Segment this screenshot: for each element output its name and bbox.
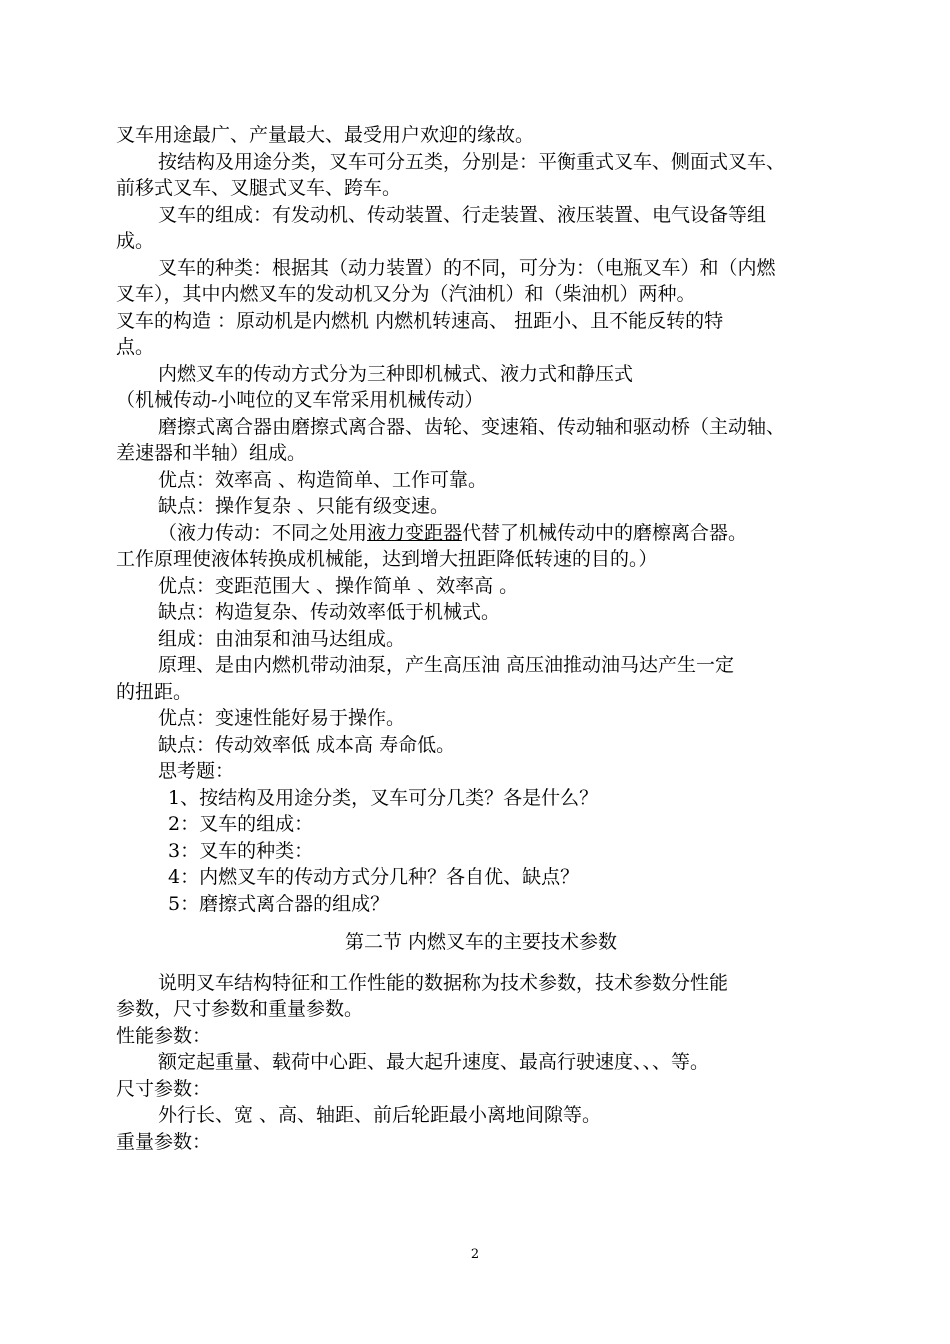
paragraph-line: 原理、是由内燃机带动油泵，产生高压油 高压油推动油马达产生一定 xyxy=(158,654,735,676)
paragraph-line: 的扭距。 xyxy=(116,680,193,703)
subheading: 尺寸参数： xyxy=(116,1077,212,1100)
paragraph-line: 缺点：构造复杂、传动效率低于机械式。 xyxy=(158,601,501,623)
paragraph-line: 优点：变速性能好易于操作。 xyxy=(158,707,406,729)
text-run: （液力传动：不同之处用 xyxy=(158,521,368,544)
paragraph-line: 外行长、宽 、高、轴距、前后轮距最小离地间隙等。 xyxy=(158,1104,602,1126)
question-item: 4：内燃叉车的传动方式分几种？各自优、缺点？ xyxy=(168,866,580,888)
question-item: 5：磨擦式离合器的组成？ xyxy=(168,892,390,915)
paragraph-line: 成。 xyxy=(116,230,155,252)
paragraph-line: 点。 xyxy=(116,336,155,358)
paragraph-line xyxy=(116,520,846,547)
paragraph-line: 优点：效率高 、构造简单、工作可靠。 xyxy=(158,468,488,491)
paragraph-line: 差速器和半轴）组成。 xyxy=(116,442,307,464)
paragraph-line: （机械传动-小吨位的叉车常采用机械传动） xyxy=(116,389,484,411)
paragraph-line: 叉车的种类：根据其（动力装置）的不同，可分为：（电瓶叉车）和（内燃 xyxy=(158,256,776,279)
question-item: 1、按结构及用途分类，叉车可分几类？各是什么？ xyxy=(168,786,599,809)
paragraph-line: 优点：变距范围大 、操作简单 、效率高 。 xyxy=(158,574,519,597)
paragraph-line: 参数，尺寸参数和重量参数。 xyxy=(116,998,364,1020)
paragraph-line: 叉车用途最广、产量最大、最受用户欢迎的缘故。 xyxy=(116,124,535,146)
paragraph-line: 缺点：传动效率低 成本高 寿命低。 xyxy=(158,733,456,756)
paragraph-line: 叉车的组成：有发动机、传动装置、行走装置、液压装置、电气设备等组 xyxy=(158,203,767,226)
paragraph-line: 额定起重量、载荷中心距、最大起升速度、最高行驶速度、、、等。 xyxy=(158,1051,710,1073)
page-number: 2 xyxy=(470,1247,480,1262)
section-title: 第二节 内燃叉车的主要技术参数 xyxy=(344,931,618,953)
paragraph-line: 叉车的构造 ：原动机是内燃机 内燃机转速高、 扭距小、且不能反转的特 xyxy=(116,309,724,332)
question-item: 2：叉车的组成： xyxy=(168,813,314,835)
paragraph-line: 磨擦式离合器由磨擦式离合器、齿轮、变速箱、传动轴和驱动桥（主动轴、 xyxy=(158,415,786,438)
paragraph-line: 组成：由油泵和油马达组成。 xyxy=(158,627,406,650)
paragraph-line: 说明叉车结构特征和工作性能的数据称为技术参数，技术参数分性能 xyxy=(158,971,729,994)
subheading: 性能参数： xyxy=(116,1024,212,1047)
paragraph-line: 前移式叉车、叉腿式叉车、跨车。 xyxy=(116,177,402,199)
paragraph-line: 内燃叉车的传动方式分为三种即机械式、液力式和静压式 xyxy=(158,362,634,385)
paragraph-line: 思考题： xyxy=(158,760,235,782)
subheading: 重量参数： xyxy=(116,1130,212,1153)
paragraph-line: 叉车），其中内燃叉车的发动机又分为（汽油机）和（柴油机）两种。 xyxy=(116,283,696,305)
text-run: 代替了机械传动中的磨檫离合器。 xyxy=(462,521,748,544)
underlined-term: 液力变距器 xyxy=(367,521,463,544)
paragraph-line: 缺点：操作复杂 、只能有级变速。 xyxy=(158,495,450,517)
paragraph-line: 按结构及用途分类，叉车可分五类，分别是：平衡重式叉车、侧面式叉车、 xyxy=(158,150,786,173)
paragraph-line: 工作原理使液体转换成机械能，达到增大扭距降低转速的目的。） xyxy=(116,548,658,570)
question-item: 3：叉车的种类： xyxy=(168,839,314,862)
body-text xyxy=(116,122,846,1155)
